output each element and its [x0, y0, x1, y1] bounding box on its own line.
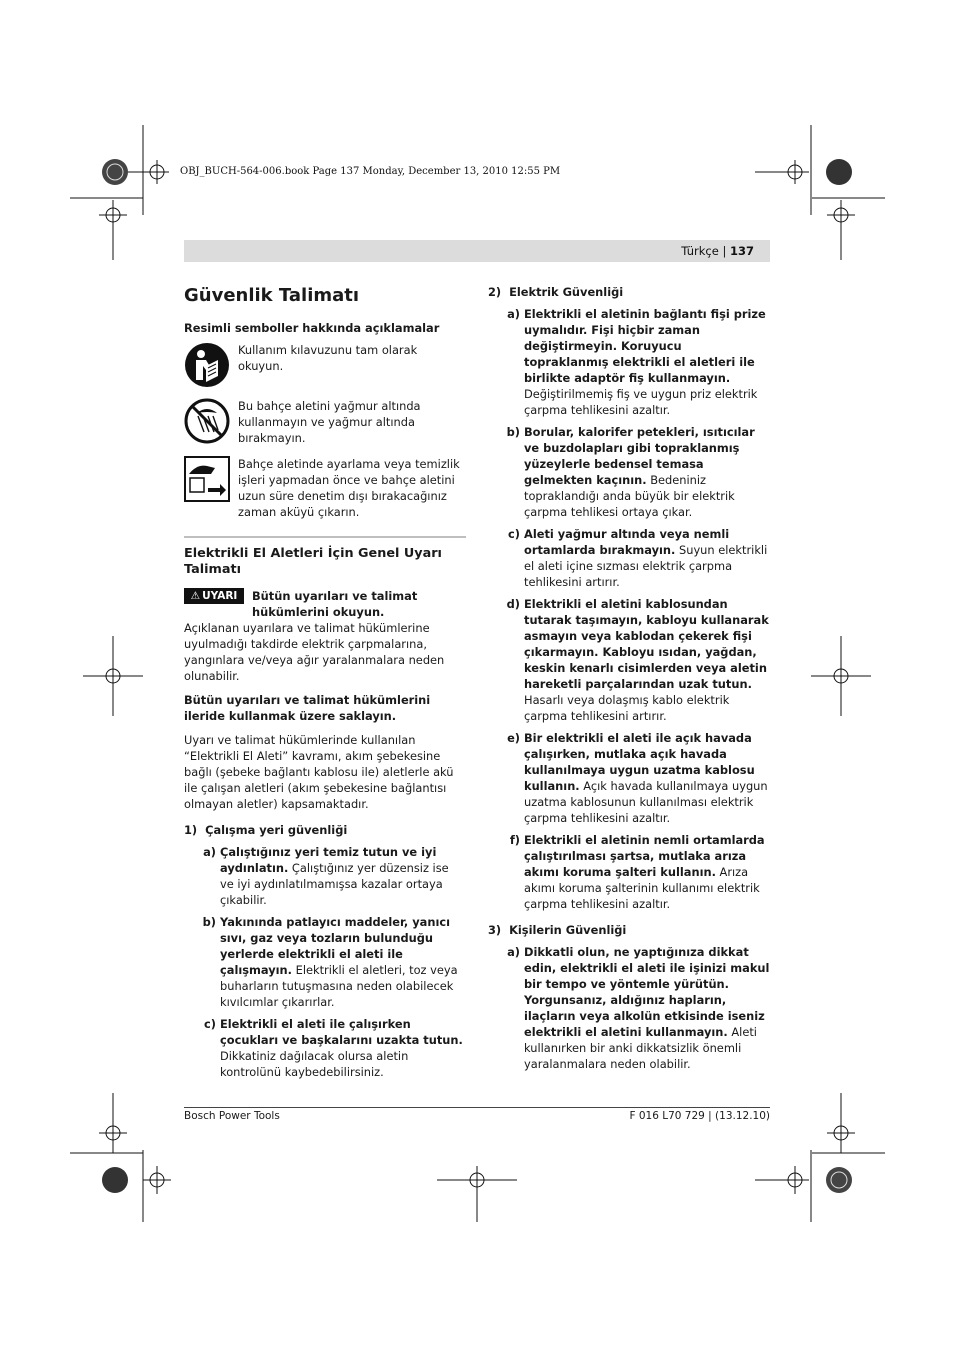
item-bold: Dikkatli olun, ne yaptığınıza dikkat edin, elektrikli el aleti ile işinizi makul bir tempo ve yöntemle yürütün. Yorgunsanız, aldığınız hapların, ilaçların veya alkolün etkisinde iseniz elektrikli el aletini kullanmayın.	[524, 945, 770, 1039]
item-bold: Elektrikli el aletinin nemli ortamlarda çalıştırılması şartsa, mutlaka arıza akımı koruma şalteri kullanın.	[524, 833, 765, 879]
section-heading	[184, 822, 466, 838]
footer-brand: Bosch Power Tools	[184, 1110, 280, 1122]
keep-note: Bütün uyarıları ve talimat hükümlerini ileride kullanmak üzere saklayın.	[184, 693, 431, 723]
item-bold: Elektrikli el aletinin bağlantı fişi prize uymalıdır. Fişi hiçbir zaman değiştirmeyin. Koruyucu topraklanmış elektrikli el aletleri ile birlikte adaptör fiş kullanmayın.	[524, 307, 766, 385]
section-divider	[184, 536, 466, 538]
item-text: Suyun elektrikli el aleti içine sızması elektrik çarpma tehlikesini artırır.	[524, 543, 768, 589]
page-number: 137	[729, 244, 754, 258]
section-number: 1)	[184, 823, 198, 837]
no-rain-icon	[184, 398, 230, 444]
symbol-row	[184, 342, 466, 388]
list-item	[488, 832, 770, 912]
item-label: a)	[507, 945, 520, 959]
item-text: Dikkatiniz dağılacak olursa aletin kontrolünü kaybedebilirsiniz.	[220, 1049, 409, 1079]
section-number: 3)	[488, 923, 502, 937]
symbols-heading: Resimli semboller hakkında açıklamalar	[184, 321, 440, 335]
item-text: Elektrikli el aletleri, toz veya buharların tutuşmasına neden olabilecek kıvılcımlar çıkarırlar.	[220, 963, 458, 1009]
header-text	[681, 244, 754, 258]
item-text: Arıza akımı koruma şalterinin kullanımı elektrik çarpma tehlikesini azaltır.	[524, 865, 760, 911]
symbol-text: Bu bahçe aletini yağmur altında kullanmayın ve yağmur altında bırakmayın.	[238, 399, 421, 445]
item-label: a)	[507, 307, 520, 321]
list-item	[184, 844, 466, 908]
item-bold: Elektrikli el aletini kablosundan tutarak taşımayın, kabloyu kullanarak asmayın veya kablodan çekerek fişi çıkarmayın. Kabloyu ısıdan, yağdan, keskin kenarlı cisimlerden veya aletin hareketli parçalarından uzak tutun.	[524, 597, 769, 691]
list-item	[488, 306, 770, 418]
page-header	[184, 240, 770, 262]
item-label: d)	[506, 597, 520, 611]
item-label: b)	[506, 425, 520, 439]
section-heading	[488, 284, 770, 300]
page-title: Güvenlik Talimatı	[184, 285, 360, 306]
item-bold: Çalıştığınız yeri temiz tutun ve iyi aydınlatın.	[220, 845, 437, 875]
list-item	[488, 526, 770, 590]
list-item	[488, 730, 770, 826]
item-label: a)	[203, 845, 216, 859]
item-label: c)	[508, 527, 520, 541]
item-bold: Yakınında patlayıcı maddeler, yanıcı sıvı, gaz veya tozların bulunduğu yerlerde elektrikli el aleti ile çalışmayın.	[220, 915, 451, 977]
warning-text: Açıklanan uyarılara ve talimat hükümlerine uyulmadığı takdirde elektrik çarpmalarına, yangınlara ve/veya ağır yaralanmalara neden olunabilir.	[184, 621, 445, 683]
item-bold: Bir elektrikli el aleti ile açık havada çalışırken, mutlaka açık havada kullanılmaya uygun uzatma kablosu kullanın.	[524, 731, 755, 793]
symbol-row	[184, 456, 466, 520]
section-title: Kişilerin Güvenliği	[509, 923, 627, 937]
list-item	[184, 1016, 466, 1080]
header-language: Türkçe	[681, 244, 719, 258]
footer-rule	[184, 1107, 770, 1108]
item-bold: Borular, kalorifer petekleri, ısıtıcılar ve buzdolapları gibi topraklanmış yüzeylerle bedensel temasa gelmekten kaçının.	[524, 425, 755, 487]
item-label: b)	[202, 915, 216, 929]
item-label: e)	[507, 731, 520, 745]
general-warning-heading: Elektrikli El Aletleri İçin Genel Uyarı Talimatı	[184, 546, 442, 577]
warning-badge-label: UYARI	[202, 590, 238, 602]
left-column	[184, 284, 466, 1086]
read-manual-icon	[184, 342, 230, 388]
list-item	[488, 424, 770, 520]
item-text: Değiştirilmemiş fiş ve uygun priz elektrik çarpma tehlikesini azaltır.	[524, 387, 758, 417]
section-heading	[488, 922, 770, 938]
footer-doc-number: F 016 L70 729 | (13.12.10)	[629, 1110, 770, 1122]
list-item	[488, 944, 770, 1072]
definition-paragraph: Uyarı ve talimat hükümlerinde kullanılan “Elektrikli El Aleti” kavramı, akım şebekesine bağlı (şebeke bağlantı kablosu ile) aletlerle akü ile çalışan aletleri (akım şebekesine bağlantısı olmayan aletler) kapsamaktadır.	[184, 733, 454, 811]
item-text: Hasarlı veya dolaşmış kablo elektrik çarpma tehlikesini artırır.	[524, 693, 730, 723]
item-bold: Elektrikli el aleti ile çalışırken çocukları ve başkalarını uzakta tutun.	[220, 1017, 463, 1047]
item-text: Aleti kullanırken bir anki dikkatsizlik önemli yaralanmalara neden olabilir.	[524, 1025, 757, 1071]
header-separator: |	[718, 244, 730, 258]
warning-bold: Bütün uyarıları ve talimat hükümlerini okuyun.	[252, 589, 418, 619]
warning-triangle-icon: ⚠	[190, 590, 201, 602]
item-label: c)	[204, 1017, 216, 1031]
item-text: Çalıştığınız yer düzensiz ise ve iyi aydınlatılmamışsa kazalar ortaya çıkabilir.	[220, 861, 449, 907]
item-label: f)	[509, 833, 520, 847]
item-bold: Aleti yağmur altında veya nemli ortamlarda bırakmayın.	[524, 527, 730, 557]
section-title: Elektrik Güvenliği	[509, 285, 624, 299]
symbol-text: Bahçe aletinde ayarlama veya temizlik işleri yapmadan önce ve bahçe aletini uzun süre denetim dışı bırakacağınız zaman aküyü çıkarın.	[238, 457, 460, 519]
list-item	[488, 596, 770, 724]
item-text: Bedeniniz topraklandığı anda büyük bir elektrik çarpma tehlikesi ortaya çıkar.	[524, 473, 735, 519]
symbol-text: Kullanım kılavuzunu tam olarak okuyun.	[238, 343, 418, 373]
warning-block	[184, 588, 466, 620]
right-column	[488, 284, 770, 1078]
item-text: Açık havada kullanılmaya uygun uzatma kablosunun kullanılması elektrik çarpma tehlikesini azaltır.	[524, 779, 768, 825]
remove-battery-icon	[184, 456, 230, 502]
list-item	[184, 914, 466, 1010]
symbol-row	[184, 398, 466, 446]
section-title: Çalışma yeri güvenliği	[205, 823, 348, 837]
warning-badge	[184, 588, 244, 604]
section-number: 2)	[488, 285, 502, 299]
print-info-line: OBJ_BUCH-564-006.book Page 137 Monday, December 13, 2010 12:55 PM	[180, 166, 561, 177]
